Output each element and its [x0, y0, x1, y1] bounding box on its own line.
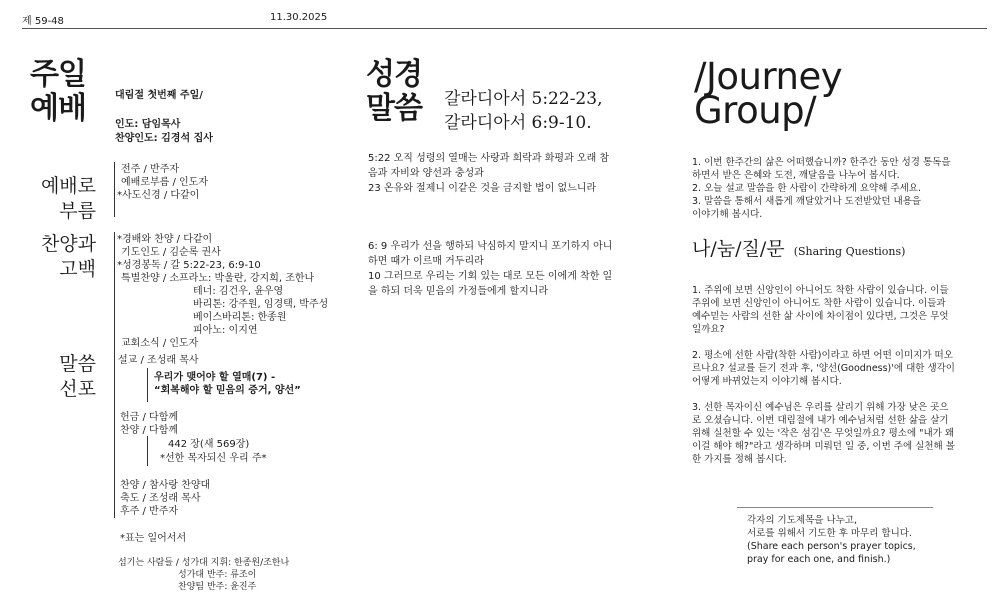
verse-line: 23 온유와 절제니 이같은 것을 금지할 법이 없느니라 [368, 183, 597, 194]
servers-list [118, 557, 289, 593]
prayer-line: (Share each person's prayer topics, [747, 541, 916, 552]
program-item: *경배와 찬양 / 다같이 [117, 234, 213, 245]
scripture-reference: 갈라디아서 5:22-23, 갈라디아서 6:9-10. [444, 89, 603, 133]
hymn-number: 442 장(새 569장) [168, 439, 250, 450]
scripture-title: 성경 말씀 [366, 57, 422, 126]
verse-line: 음과 자비와 양선과 충성과 [368, 168, 484, 179]
journey-questions [692, 156, 951, 221]
hymn-title: *선한 목자되신 우리 주* [160, 453, 267, 464]
closing-items [120, 479, 210, 518]
sermon-title-bar [147, 368, 148, 402]
prayer-divider [737, 507, 933, 508]
program-item: 축도 / 조성래 목사 [120, 493, 201, 504]
sharing-line: 이걸 해야 해?"라고 생각하며 미뤄던 일 중, 이번 주에 실천해 볼 [692, 441, 955, 452]
sharing-line: 3. 선한 목자이신 예수님은 우리를 살리기 위해 가장 낮은 곳으 [692, 402, 949, 413]
sharing-line: 일까요? [692, 324, 725, 335]
sharing-line: 한 가지를 정해 봅시다. [692, 454, 787, 465]
sharing-line: 르나요? 설교를 듣기 전과 후, '양선(Goodness)'에 대한 생각이 [692, 363, 955, 374]
sermon-item: 설교 / 조성래 목사 [118, 355, 199, 366]
section-divider [114, 162, 115, 217]
section-items-praise [117, 233, 328, 350]
verse-line: 하면 때가 이르매 거두리라 [368, 256, 484, 267]
section-divider [114, 232, 115, 354]
sharing-title: 나/눔/질/문 [692, 238, 785, 260]
sharing-heading [692, 236, 905, 262]
standing-note: *표는 일어서서 [120, 533, 187, 544]
program-item: 예배로부름 / 인도자 [121, 177, 209, 188]
sharing-line: 로 오셨습니다. 이번 대림절에 내가 예수님처럼 선한 삶을 살기 [692, 415, 949, 426]
program-item: 후주 / 반주자 [120, 506, 179, 517]
verse-line [368, 196, 658, 211]
prayer-line: 각자의 기도제목을 나누고, [747, 515, 858, 526]
sharing-line [692, 388, 955, 401]
journey-title: /Journey Group/ [694, 55, 843, 132]
scripture-verses [368, 151, 658, 299]
program-item: *성경봉독 / 갈 5:22-23, 6:9-10 [117, 260, 261, 271]
program-item: 기도인도 / 김순록 권사 [121, 247, 221, 258]
sharing-line: 2. 평소에 선한 사람(착한 사람)이라고 하면 어떤 이미지가 떠오 [692, 350, 953, 361]
section-divider [114, 352, 115, 518]
server-item: 섬기는 사람들 / 성가대 지휘: 한종원/조한나 [118, 558, 290, 568]
verse-line: 을 하되 더욱 믿음의 가정들에게 할지니라 [368, 286, 549, 297]
worship-title: 주일 예배 [30, 57, 86, 126]
worship-preacher: 인도: 담임목사 [115, 119, 181, 130]
header-divider [22, 28, 987, 29]
sharing-line [692, 336, 955, 349]
section-label-call-to-worship: 예배로 부름 [40, 175, 96, 222]
verse-line: 5:22 오직 성령의 열매는 사랑과 희락과 화평과 오래 참 [368, 153, 610, 164]
sharing-line: 어떻게 바뀌었는지 이야기해 봅시다. [692, 376, 842, 387]
program-item: 특별찬양 / 소프라노: 박울란, 강지희, 조한나 [121, 273, 315, 284]
program-item: *사도신경 / 다같이 [117, 190, 200, 201]
server-item: 찬양팀 반주: 윤진주 [178, 582, 257, 592]
sharing-questions [692, 284, 955, 466]
question-line: 하면서 받은 은혜와 도전, 깨달음을 나누어 봅시다. [692, 170, 900, 181]
offering-item: 헌금 / 다함께 [120, 412, 179, 423]
server-item: 성가대 반주: 류조이 [178, 570, 257, 580]
hymn-bar [147, 436, 148, 466]
sharing-line: 주위에 보면 신앙인이 아니어도 착한 사람이 있습니다. 이들과 [692, 298, 946, 309]
issue-number: 제 59-48 [22, 16, 64, 27]
sharing-subtitle: (Sharing Questions) [793, 245, 906, 258]
sermon-title: 우리가 맺어야 할 열매(7) - “회복해야 할 믿음의 증거, 양선” [154, 372, 301, 396]
sharing-line: 1. 주위에 보면 신앙인이 아니어도 착한 사람이 있습니다. 이들 [692, 285, 949, 296]
special-praise-parts [193, 285, 328, 337]
verse-line: 10 그러므로 우리는 기회 있는 대로 모든 이에게 착한 일 [368, 271, 613, 282]
hymn-item: 찬양 / 다함께 [120, 425, 179, 436]
question-line: 2. 오늘 설교 말씀을 한 사람이 간략하게 요약해 주세요. [692, 183, 921, 194]
issue-date: 11.30.2025 [270, 12, 328, 23]
program-item: 테너: 김건우, 윤우영 [193, 286, 284, 297]
prayer-line: 서로를 위해서 기도한 후 마무리 합니다. [747, 528, 912, 539]
prayer-note [747, 514, 916, 566]
section-items-call [117, 163, 209, 202]
verse-line: 6: 9 우리가 선을 행하되 낙심하지 말지니 포기하지 아니 [368, 241, 613, 252]
program-item: 피아노: 이지연 [193, 325, 258, 336]
sharing-line: 위해 실천할 수 있는 '작은 섬김'은 무엇일까요? 평소에 "내가 왜 [692, 428, 955, 439]
verse-line [368, 211, 658, 226]
section-label-praise: 찬양과 고백 [40, 233, 96, 280]
program-item: 바리톤: 강주원, 임경택, 박주성 [193, 299, 329, 310]
worship-praise-leader: 찬양인도: 김경석 집사 [115, 133, 213, 144]
prayer-line: pray for each one, and finish.) [747, 554, 891, 565]
program-item: 찬양 / 참사랑 찬양대 [120, 480, 211, 491]
question-line: 1. 이번 한주간의 삶은 어떠했습니까? 한주간 동안 성경 통독을 [692, 157, 951, 168]
question-line: 이야기해 봅시다. [692, 209, 763, 220]
worship-subtitle: 대림절 첫번째 주일/ [115, 90, 203, 101]
program-item: 베이스바리톤: 한종원 [193, 312, 287, 323]
program-item: 전주 / 반주자 [121, 164, 180, 175]
section-label-sermon: 말씀 선포 [59, 353, 96, 400]
question-line: 3. 말씀을 통해서 새롭게 깨달았거나 도전받았던 내용을 [692, 196, 922, 207]
program-item: 교회소식 / 인도자 [121, 338, 199, 349]
sharing-line: 예수믿는 사람의 선한 삶 사이에 차이점이 있다면, 그것은 무엇 [692, 311, 949, 322]
